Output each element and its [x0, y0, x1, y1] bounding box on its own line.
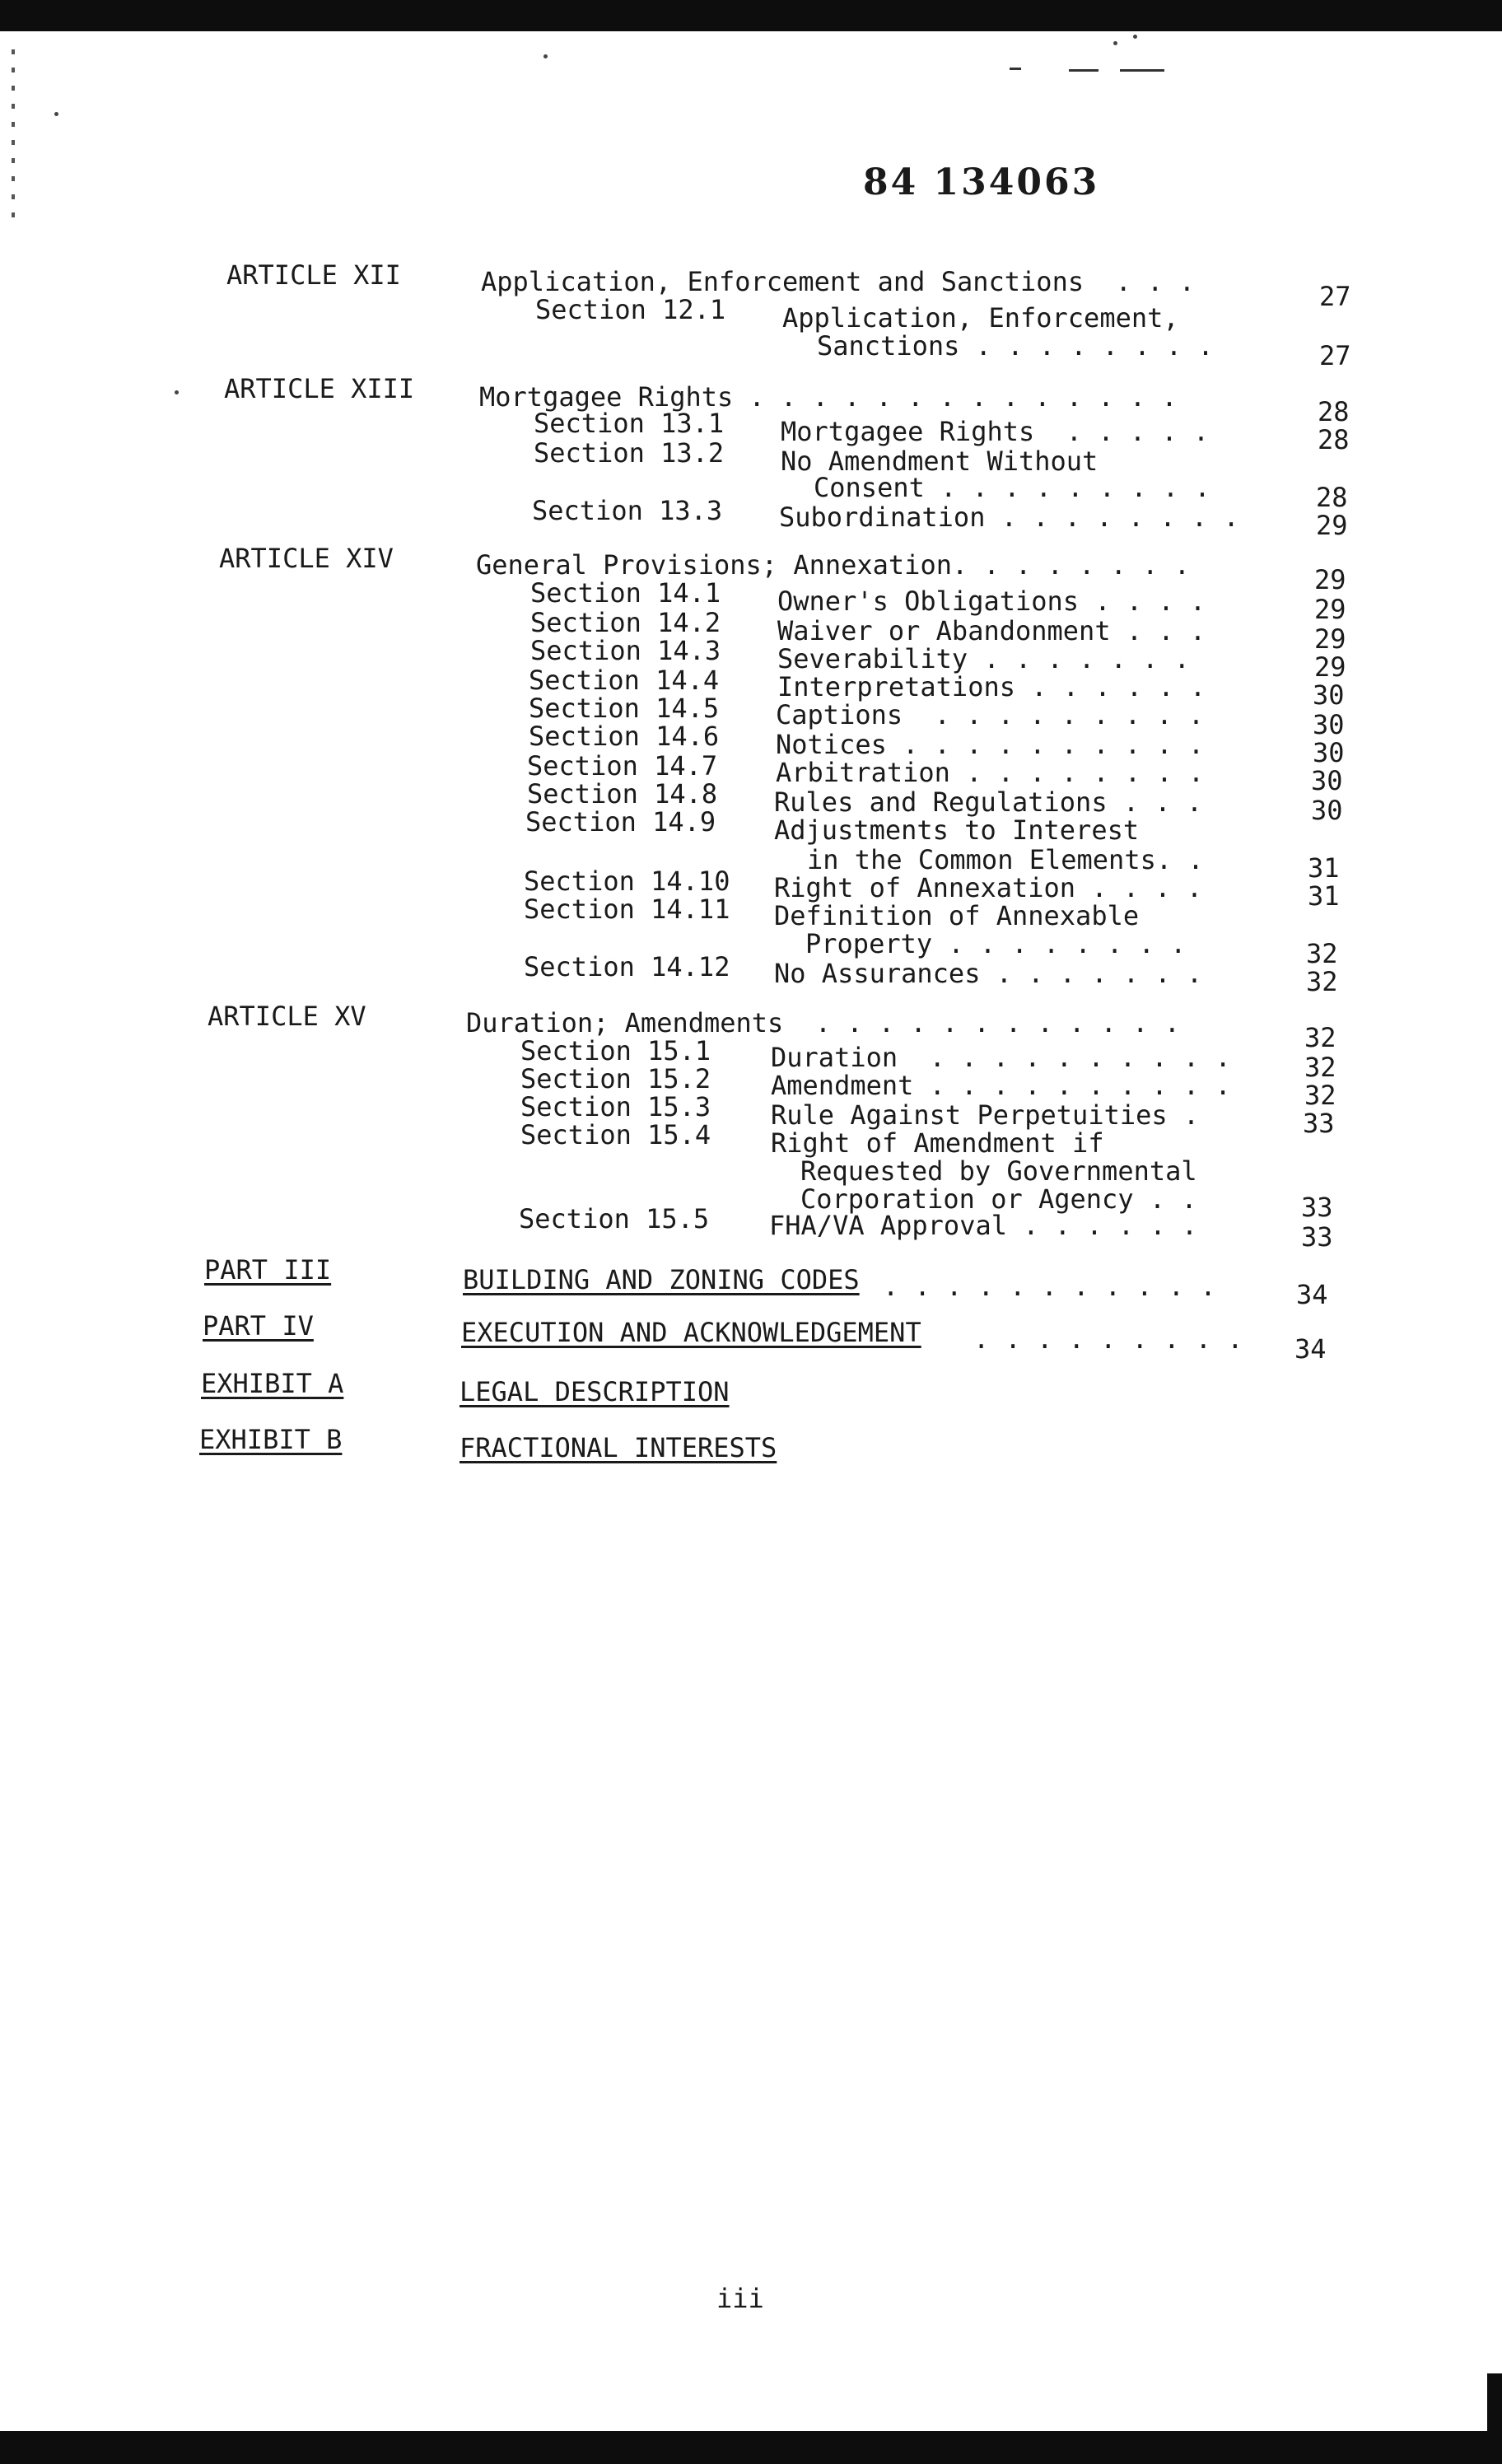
toc-line: PART III: [204, 1254, 332, 1286]
scan-speck: [1120, 69, 1164, 72]
toc-line: Duration; Amendments . . . . . . . . . . . .: [466, 1007, 1180, 1038]
scan-left-edge-marks: [12, 49, 15, 231]
toc-line: Severability . . . . . . .: [777, 643, 1190, 674]
toc-line: FHA/VA Approval . . . . . .: [769, 1210, 1198, 1241]
toc-line: Sanctions . . . . . . . .: [817, 330, 1214, 362]
toc-line: EXECUTION AND ACKNOWLEDGEMENT: [461, 1317, 921, 1348]
toc-line: 29: [1314, 623, 1346, 655]
toc-line: Section 14.9: [525, 806, 716, 838]
scan-speck: [1069, 69, 1099, 72]
toc-line: Owner's Obligations . . . .: [777, 586, 1206, 617]
toc-line: Right of Amendment if: [771, 1127, 1104, 1159]
toc-line: Rules and Regulations . . .: [774, 786, 1203, 818]
toc-line: Mortgagee Rights . . . . . . . . . . . . . .: [479, 381, 1178, 413]
scan-right-mark: [1487, 2373, 1502, 2431]
toc-line: FRACTIONAL INTERESTS: [459, 1432, 777, 1463]
toc-line: Section 15.5: [519, 1203, 710, 1234]
toc-line: 29: [1314, 651, 1346, 683]
toc-line: 34: [1296, 1279, 1328, 1310]
toc-line: Property . . . . . . . .: [805, 928, 1187, 959]
page-number: iii: [716, 2283, 764, 2314]
scan-top-border: [0, 0, 1502, 31]
toc-line: 28: [1318, 424, 1350, 455]
toc-line: Section 14.8: [527, 778, 718, 810]
toc-line: PART IV: [203, 1310, 314, 1342]
toc-line: 27: [1319, 281, 1351, 312]
toc-line: Corporation or Agency . .: [800, 1183, 1197, 1215]
toc-line: Definition of Annexable: [774, 900, 1140, 931]
toc-line: Amendment . . . . . . . . . .: [771, 1070, 1231, 1101]
scan-speck: [1010, 68, 1021, 70]
toc-line: Section 12.1: [535, 294, 726, 325]
toc-line: 30: [1313, 709, 1345, 740]
toc-line: 29: [1316, 510, 1348, 541]
toc-line: ARTICLE XV: [208, 1001, 366, 1032]
toc-line: 28: [1316, 482, 1348, 513]
toc-line: 31: [1308, 852, 1340, 884]
toc-line: 32: [1304, 1080, 1336, 1111]
toc-line: 30: [1313, 737, 1345, 768]
toc-line: Section 15.3: [520, 1091, 711, 1122]
toc-line: Section 15.1: [520, 1035, 711, 1066]
toc-line: General Provisions; Annexation. . . . . . . .: [476, 549, 1190, 581]
toc-line: 27: [1319, 340, 1351, 371]
toc-line: Section 14.7: [527, 750, 718, 782]
toc-line: Notices . . . . . . . . . .: [776, 729, 1205, 760]
toc-line: 32: [1304, 1022, 1336, 1053]
toc-line: LEGAL DESCRIPTION: [459, 1376, 730, 1407]
toc-line: Section 15.2: [520, 1063, 711, 1094]
toc-line: Arbitration . . . . . . . .: [776, 757, 1205, 788]
toc-line: Consent . . . . . . . . .: [814, 472, 1210, 503]
toc-line: Section 14.3: [530, 635, 721, 666]
scan-bottom-border: [0, 2431, 1502, 2464]
toc-line: Application, Enforcement,: [782, 302, 1179, 334]
toc-line: Section 14.10: [524, 866, 730, 897]
scan-speck: [54, 112, 58, 116]
toc-line: BUILDING AND ZONING CODES: [463, 1264, 860, 1295]
toc-line: Section 14.5: [529, 693, 720, 724]
toc-line: 33: [1301, 1221, 1333, 1253]
toc-line: Section 14.11: [524, 894, 730, 925]
toc-line: Section 14.1: [530, 577, 721, 609]
toc-line: ARTICLE XII: [226, 259, 401, 291]
toc-line: Application, Enforcement and Sanctions . . .: [481, 266, 1195, 297]
toc-line: 29: [1314, 564, 1346, 595]
toc-line: Interpretations . . . . . .: [777, 671, 1206, 702]
toc-line: ARTICLE XIII: [224, 373, 415, 404]
toc-line: 30: [1311, 765, 1343, 796]
toc-line: No Assurances . . . . . . .: [774, 958, 1203, 989]
scan-speck: [543, 54, 548, 58]
toc-line: Right of Annexation . . . .: [774, 872, 1203, 903]
toc-line: Subordination . . . . . . . .: [779, 502, 1239, 533]
toc-line: . . . . . . . . . . .: [883, 1271, 1216, 1302]
toc-line: Section 14.6: [529, 721, 720, 752]
toc-line: 33: [1301, 1192, 1333, 1223]
toc-line: Section 14.2: [530, 607, 721, 638]
document-number: 84 134063: [863, 161, 1100, 203]
toc-line: Section 13.1: [534, 408, 725, 439]
toc-line: 32: [1306, 966, 1338, 997]
toc-line: 31: [1308, 880, 1340, 912]
toc-line: Adjustments to Interest: [774, 814, 1140, 846]
toc-line: Section 14.4: [529, 665, 720, 696]
toc-line: No Amendment Without: [781, 446, 1099, 477]
toc-line: EXHIBIT A: [201, 1368, 344, 1399]
toc-line: 32: [1306, 938, 1338, 969]
toc-line: Waiver or Abandonment . . .: [777, 615, 1206, 646]
toc-line: Captions . . . . . . . . .: [776, 699, 1205, 730]
toc-line: EXHIBIT B: [199, 1424, 343, 1455]
toc-line: Duration . . . . . . . . . .: [771, 1042, 1231, 1073]
scan-speck: [1113, 41, 1117, 45]
toc-line: 34: [1294, 1333, 1327, 1365]
toc-line: Rule Against Perpetuities .: [771, 1099, 1200, 1131]
toc-line: ARTICLE XIV: [219, 543, 394, 574]
scan-speck: [175, 390, 179, 394]
toc-line: 33: [1303, 1108, 1335, 1139]
toc-line: 28: [1318, 396, 1350, 427]
toc-line: Section 15.4: [520, 1119, 711, 1150]
toc-line: 29: [1314, 594, 1346, 625]
toc-line: Mortgagee Rights . . . . .: [781, 416, 1210, 447]
toc-line: 32: [1304, 1052, 1336, 1083]
toc-line: Requested by Governmental: [800, 1155, 1197, 1187]
toc-line: . . . . . . . . .: [973, 1323, 1243, 1355]
toc-line: Section 14.12: [524, 951, 730, 982]
scan-speck: [1133, 35, 1137, 39]
toc-line: Section 13.3: [532, 495, 723, 526]
toc-line: in the Common Elements. .: [807, 844, 1204, 875]
toc-line: 30: [1313, 679, 1345, 711]
toc-line: Section 13.2: [534, 437, 725, 469]
toc-line: 30: [1311, 795, 1343, 826]
